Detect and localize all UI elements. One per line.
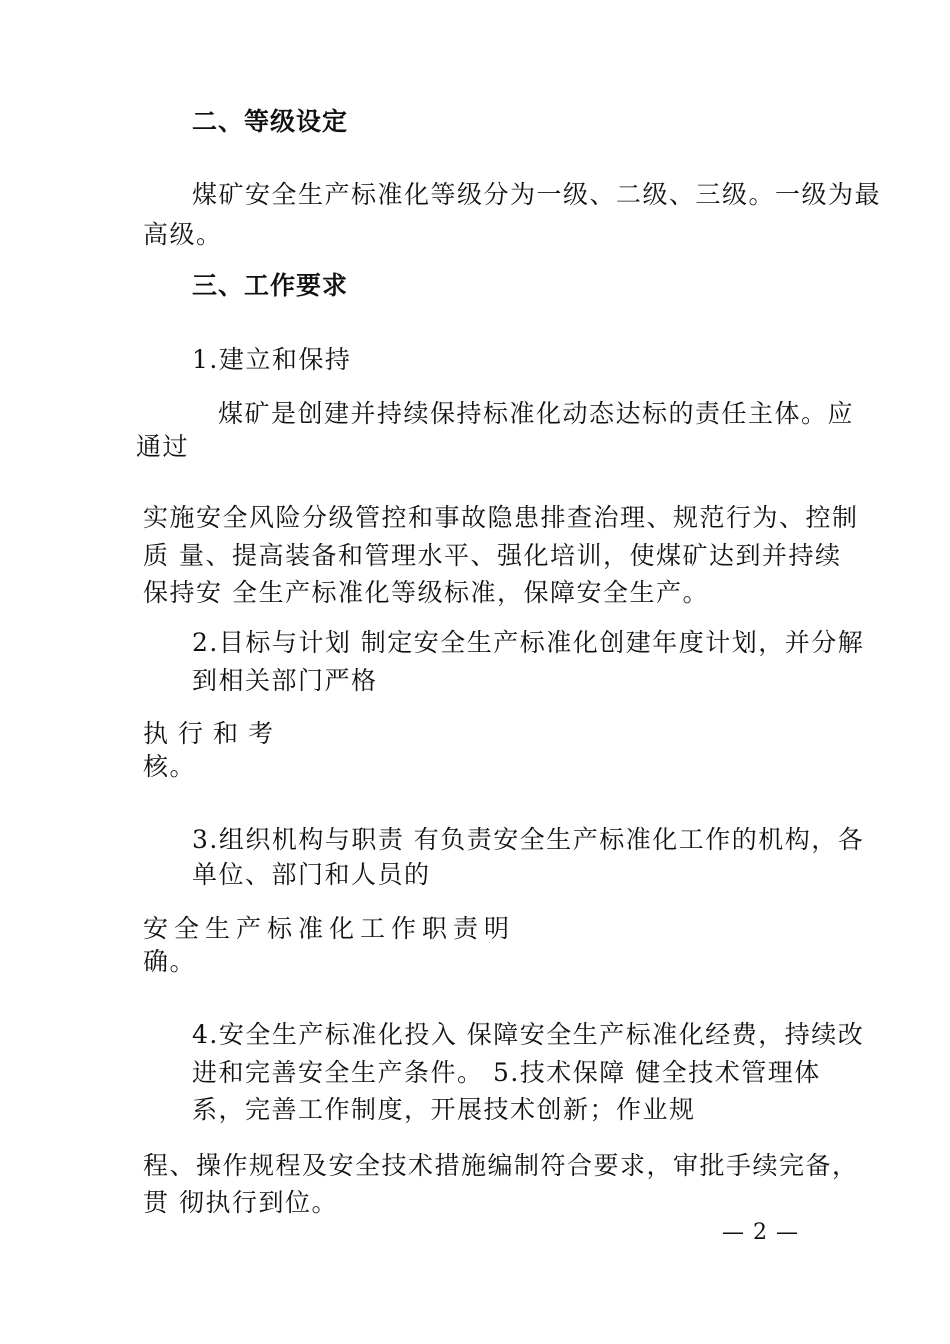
paragraph-line: 高级。 <box>143 220 223 249</box>
paragraph-line: 系，完善工作制度，开展技术创新；作业规 <box>192 1095 696 1124</box>
paragraph-line: 单位、部门和人员的 <box>192 860 431 889</box>
paragraph-line: 程、操作规程及安全技术措施编制符合要求，审批手续完备， <box>143 1151 859 1180</box>
paragraph-line: 保持安 全生产标准化等级标准，保障安全生产。 <box>143 578 709 607</box>
item-title-line: 3.组织机构与职责 有负责安全生产标准化工作的机构，各 <box>192 825 865 854</box>
paragraph-line: 进和完善安全生产条件。 5.技术保障 健全技术管理体 <box>192 1058 821 1087</box>
item-title-line: 4.安全生产标准化投入 保障安全生产标准化经费，持续改 <box>192 1020 865 1049</box>
item-title-line: 2.目标与计划 制定安全生产标准化创建年度计划，并分解 <box>192 628 865 657</box>
paragraph-line: 贯 彻执行到位。 <box>143 1188 338 1217</box>
paragraph-line: 安全生产标准化工作职责明 <box>143 914 516 943</box>
section-heading-work-requirements: 三、工作要求 <box>192 271 349 300</box>
paragraph-line: 核。 <box>143 752 197 781</box>
paragraph-line: 执行和考 <box>143 719 284 748</box>
paragraph-line: 通过 <box>136 432 190 461</box>
paragraph-line: 煤矿安全生产标准化等级分为一级、二级、三级。一级为最 <box>192 180 882 209</box>
paragraph-line: 实施安全风险分级管控和事故隐患排查治理、规范行为、控制 <box>143 503 859 532</box>
page-number: — 2 — <box>722 1220 799 1245</box>
paragraph-line: 确。 <box>143 947 197 976</box>
paragraph-line: 煤矿是创建并持续保持标准化动态达标的责任主体。应 <box>218 399 855 428</box>
item-title: 1.建立和保持 <box>192 345 352 374</box>
section-heading-grade-setting: 二、等级设定 <box>192 107 349 136</box>
paragraph-line: 质 量、提高装备和管理水平、强化培训，使煤矿达到并持续 <box>143 541 842 570</box>
paragraph-line: 到相关部门严格 <box>192 666 378 695</box>
